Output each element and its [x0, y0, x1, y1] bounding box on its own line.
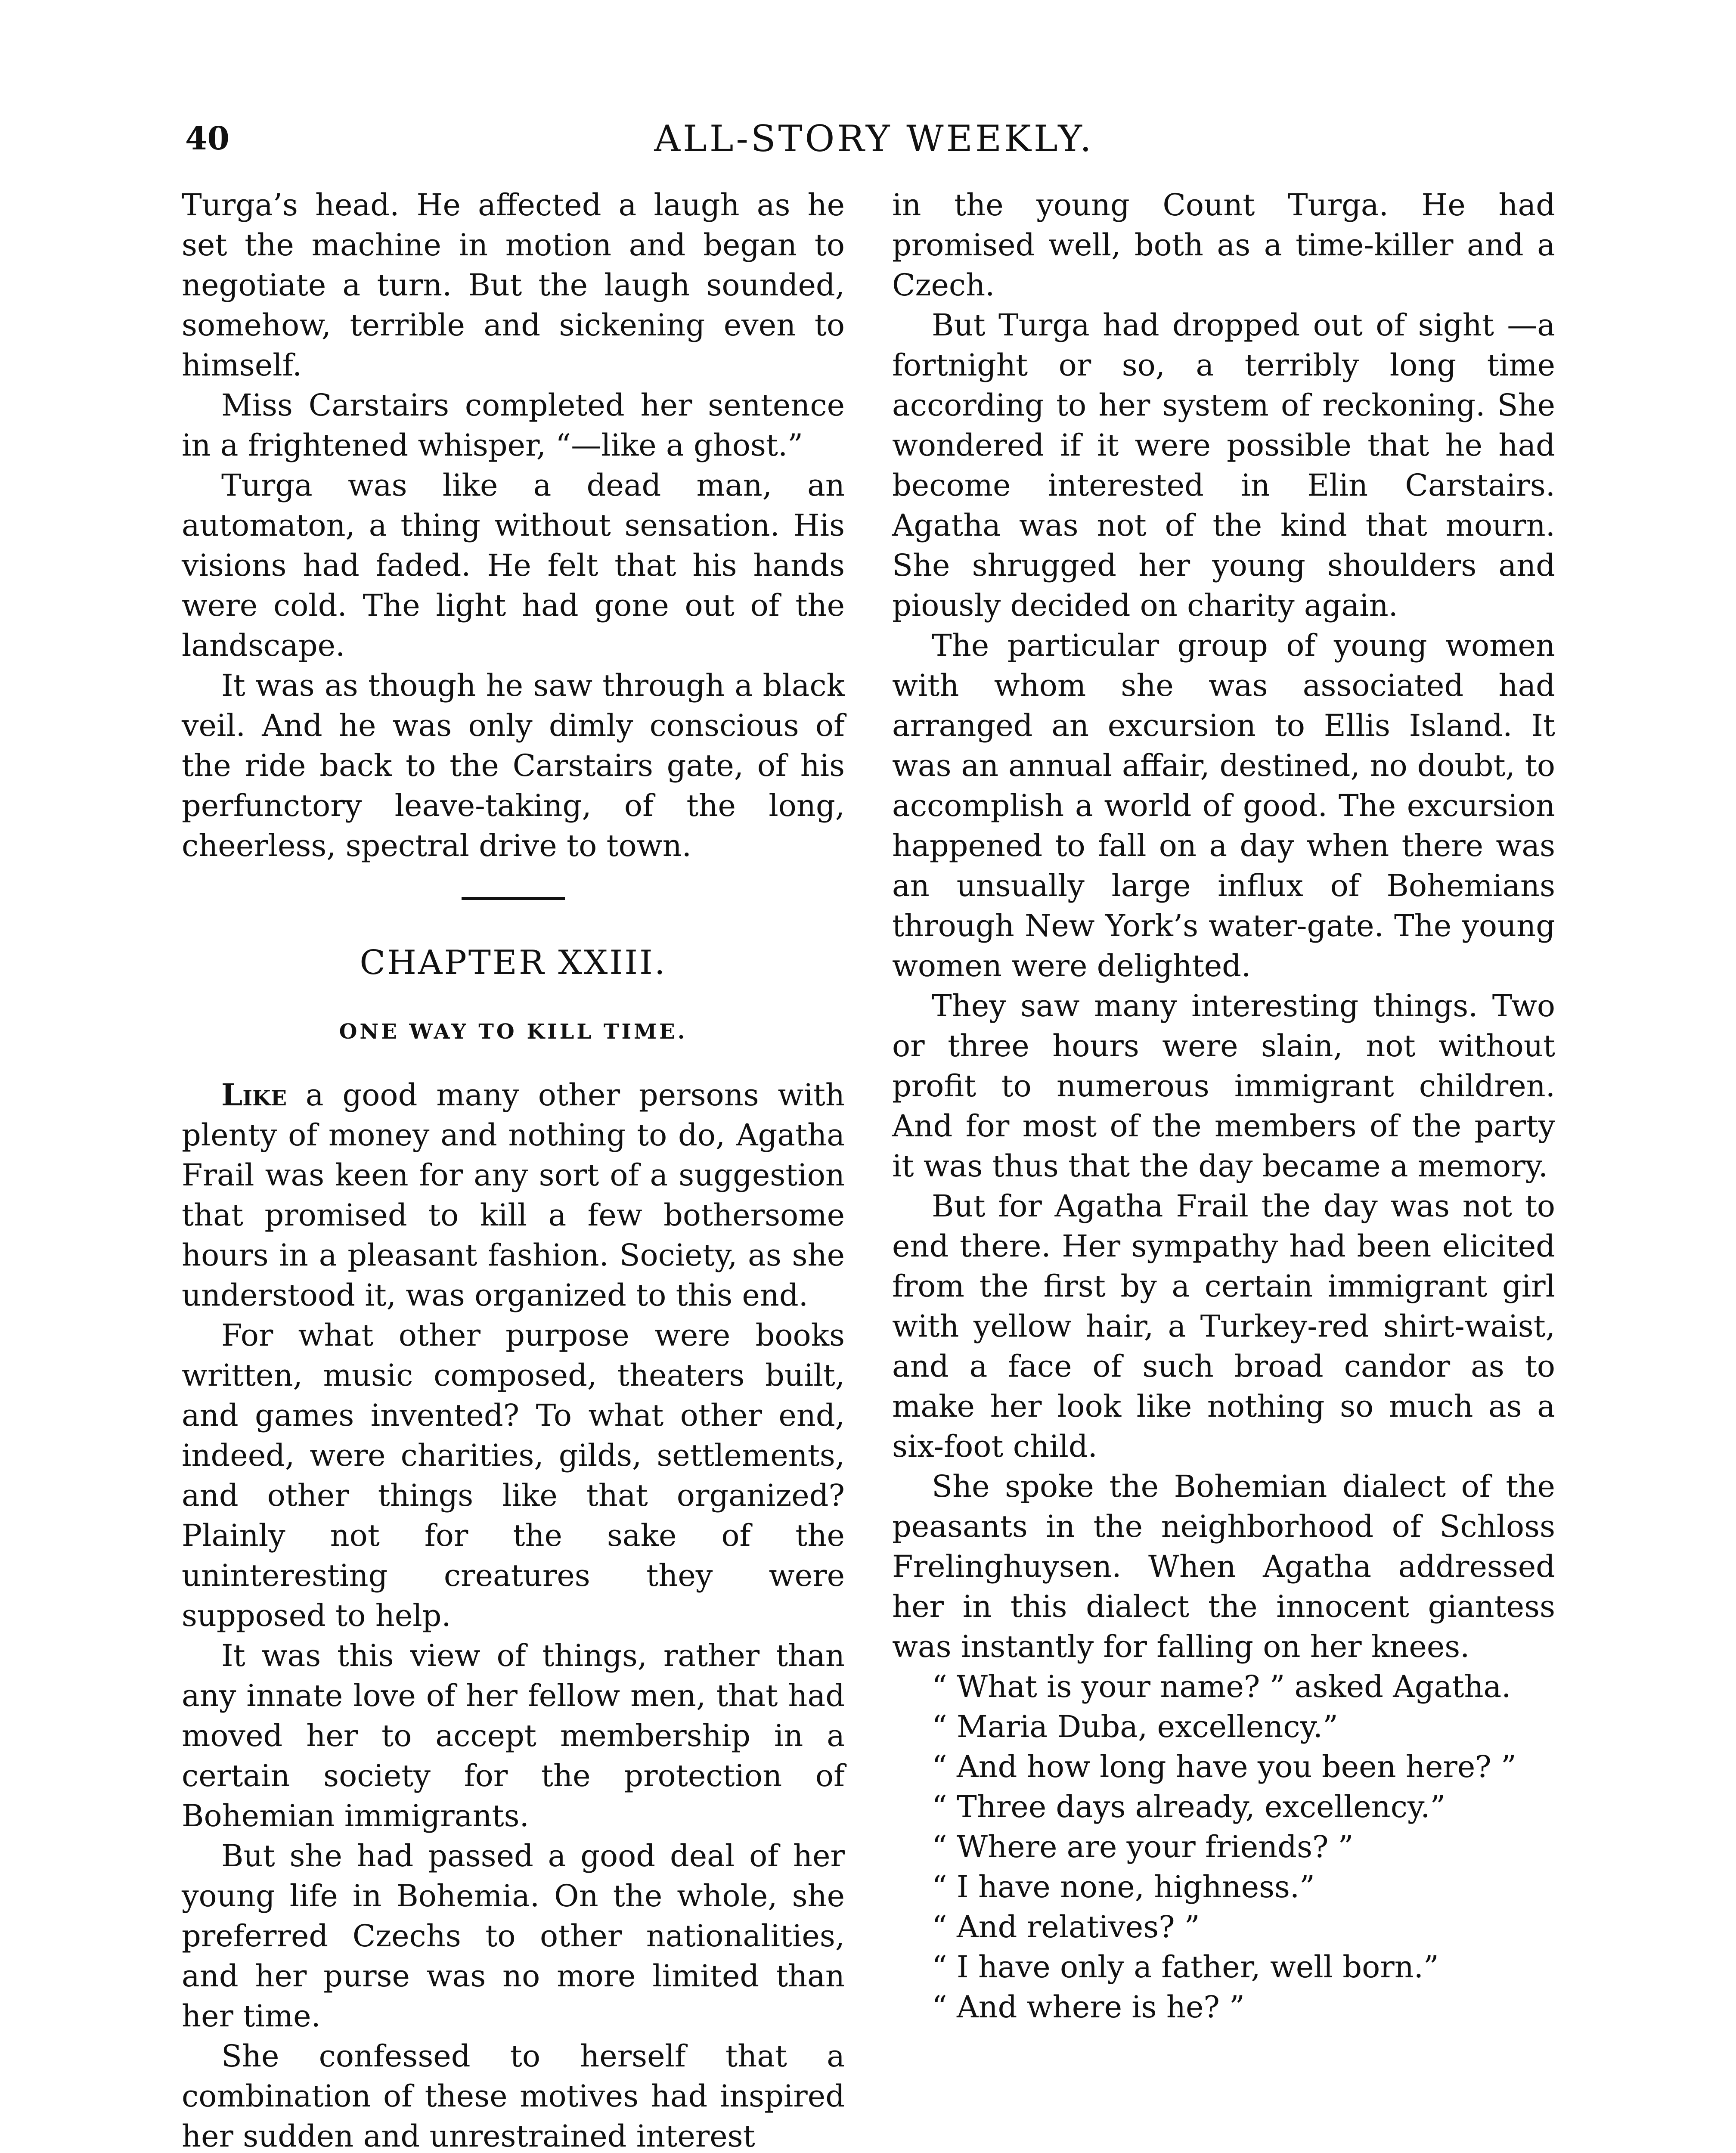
paragraph: The particular group of young women with whom she was associated had arranged an excursion to Ellis Island. It was an annual affair, destined, no doubt, to accomplish a world of good. The excursion happened to fall on a day when there was an unsually large influx of Bohemians through New York’s water-gate. The young women were delighted. — [892, 628, 1555, 983]
running-head: ALL-STORY WEEKLY. — [654, 118, 1094, 160]
section-divider — [462, 897, 565, 900]
page-number: 40 — [185, 120, 229, 157]
opening-word: Like — [221, 1077, 287, 1113]
left-column — [182, 185, 845, 2153]
paragraph: She confessed to herself that a combination of these motives had inspired her sudden and unrestrained interest — [182, 2038, 845, 2153]
right-column — [892, 185, 1555, 2153]
paragraph: Turga’s head. He affected a laugh as he set the machine in motion and began to negotiate a turn. But the laugh sounded, somehow, terrible and sickening even to himself. — [182, 187, 845, 383]
paragraph: For what other purpose were books written, music composed, theaters built, and games invented? To what other end, indeed, were charities, gilds, settlements, and other things like that organized? Plainly not for the sake of the uninteresting creatures they were supposed to help. — [182, 1318, 845, 1633]
dialogue-line: “ What is your name? ” asked Agatha. — [932, 1669, 1511, 1704]
paragraph: Turga was like a dead man, an automaton, a thing without sensation. His visions had faded. He felt that his hands were cold. The light had gone out of the landscape. — [182, 468, 845, 663]
page-header — [185, 113, 1563, 164]
dialogue-line: “ I have only a father, well born.” — [932, 1949, 1439, 1985]
dialogue-line: “ Where are your friends? ” — [932, 1829, 1354, 1864]
dialogue-line: “ I have none, highness.” — [932, 1869, 1315, 1905]
paragraph: Miss Carstairs completed her sentence in a frightened whisper, “—like a ghost.” — [182, 388, 845, 463]
dialogue-line: “ Three days already, excellency.” — [932, 1789, 1446, 1824]
paragraph: But she had passed a good deal of her young life in Bohemia. On the whole, she preferred Czechs to other nationalities, and her purse was no more limited than her time. — [182, 1838, 845, 2034]
dialogue-line: “ Maria Duba, excellency.” — [932, 1709, 1338, 1744]
paragraph: They saw many interesting things. Two or three hours were slain, not without profit to numerous immigrant children. And for most of the members of the party it was thus that the day became a memory. — [892, 988, 1555, 1184]
dialogue-line: “ And relatives? ” — [932, 1909, 1200, 1945]
paragraph: in the young Count Turga. He had promised well, both as a time-killer and a Czech. — [892, 187, 1555, 303]
paragraph: It was this view of things, rather than any innate love of her fellow men, that had moved her to accept membership in a certain society for the protection of Bohemian immigrants. — [182, 1638, 845, 1833]
paragraph: But for Agatha Frail the day was not to end there. Her sympathy had been elicited from the first by a certain immigrant girl with yellow hair, a Turkey-red shirt-waist, and a face of such broad candor as to make her look like nothing so much as a six-foot child. — [892, 1188, 1555, 1464]
paragraph: It was as though he saw through a black veil. And he was only dimly conscious of the ride back to the Carstairs gate, of his perfunctory leave-taking, of the long, cheerless, spectral drive to town. — [182, 668, 845, 863]
chapter-subtitle: ONE WAY TO KILL TIME. — [339, 1020, 688, 1044]
paragraph: She spoke the Bohemian dialect of the peasants in the neighborhood of Schloss Frelinghuysen. When Agatha addressed her in this dialect the innocent giantess was instantly for falling on her knees. — [892, 1469, 1555, 1664]
paragraph: But Turga had dropped out of sight —a fortnight or so, a terribly long time according to her system of reckoning. She wondered if it were possible that he had become interested in Elin Carstairs. Agatha was not of the kind that mourn. She shrugged her young shoulders and piously decided on charity again. — [892, 307, 1555, 623]
dialogue-line: “ And where is he? ” — [932, 1989, 1245, 2025]
chapter-title: CHAPTER XXIII. — [360, 943, 667, 982]
dialogue-line: “ And how long have you been here? ” — [932, 1749, 1516, 1784]
paragraph — [182, 1075, 845, 1315]
paragraph-text: a good many other persons with plenty of money and nothing to do, Agatha Frail was keen for any sort of a suggestion that promised to kill a few bothersome hours in a pleasant fashion. Society, as she understood it, was organized to this end. — [182, 1077, 845, 1313]
